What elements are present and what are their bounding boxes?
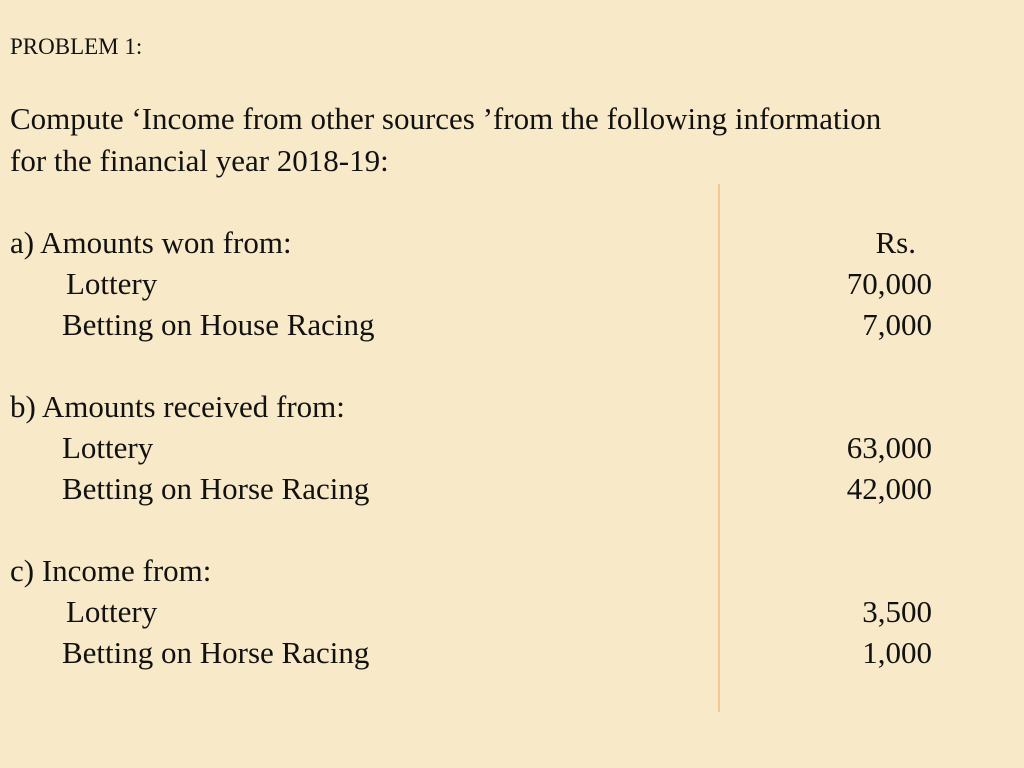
intro-line-2: for the financial year 2018-19:	[10, 143, 389, 178]
item-label: Lottery	[62, 430, 154, 465]
section-c-item-betting	[0, 632, 1024, 673]
item-amount: 70,000	[846, 266, 932, 301]
item-label: Lottery	[66, 594, 158, 629]
intro-line-1: Compute ‘Income from other sources ’from the following information	[10, 101, 882, 136]
section-a-item-betting	[0, 304, 1024, 345]
item-amount: 63,000	[846, 430, 932, 465]
item-amount: 1,000	[862, 635, 932, 670]
section-b-heading-row	[0, 386, 1024, 427]
section-c-item-lottery	[0, 591, 1024, 632]
section-a-heading: a) Amounts won from:	[10, 225, 292, 260]
item-amount: 3,500	[862, 594, 932, 629]
item-label: Lottery	[66, 266, 158, 301]
item-amount: 42,000	[846, 471, 932, 506]
item-label: Betting on House Racing	[62, 307, 375, 342]
item-label: Betting on Horse Racing	[62, 635, 370, 670]
section-b-item-betting	[0, 468, 1024, 509]
intro-text	[10, 98, 1010, 182]
section-a-item-lottery	[0, 263, 1024, 304]
section-c-heading-row	[0, 550, 1024, 591]
item-amount: 7,000	[862, 307, 932, 342]
section-c-heading: c) Income from:	[10, 553, 212, 588]
section-b-item-lottery	[0, 427, 1024, 468]
section-b-heading: b) Amounts received from:	[10, 389, 345, 424]
problem-label: PROBLEM 1:	[10, 34, 143, 59]
currency-unit-header: Rs.	[875, 225, 916, 260]
section-a-heading-row	[0, 222, 1024, 263]
item-label: Betting on Horse Racing	[62, 471, 370, 506]
